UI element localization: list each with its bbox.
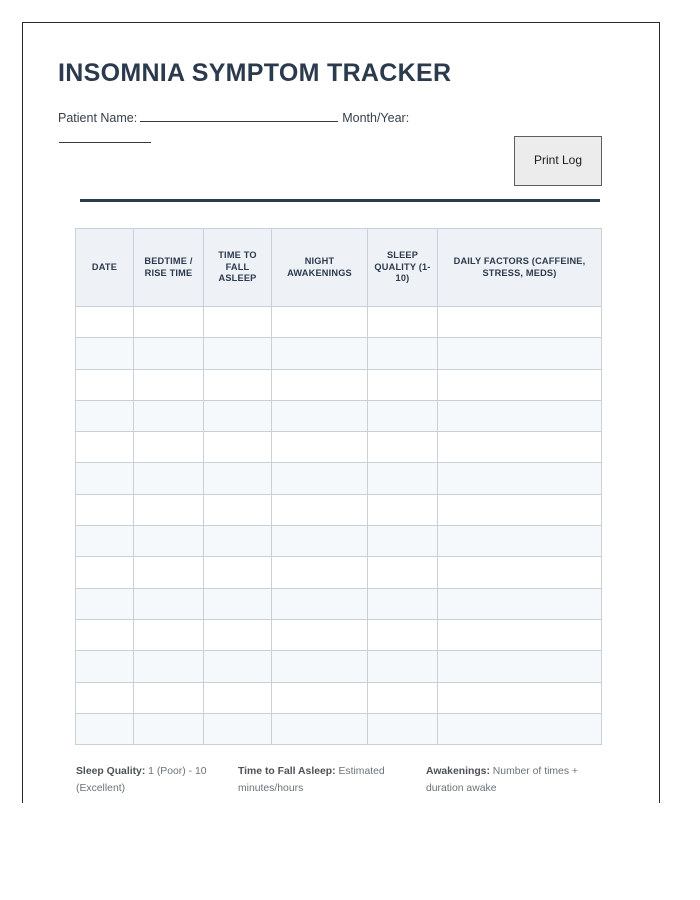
table-header-row — [76, 229, 602, 307]
column-header-date: DATE — [76, 229, 134, 307]
legend-item-sleep-quality — [76, 764, 238, 797]
table-cell-daily-factors[interactable] — [438, 338, 602, 369]
table-cell-date[interactable] — [76, 369, 134, 400]
table-cell-night-awakenings[interactable] — [272, 400, 368, 431]
table-cell-time-to-fall-asleep[interactable] — [204, 651, 272, 682]
table-cell-daily-factors[interactable] — [438, 369, 602, 400]
legend-label-time-to-fall-asleep: Time to Fall Asleep: — [238, 766, 336, 777]
table-cell-bedtime-rise-time[interactable] — [134, 432, 204, 463]
table-cell-night-awakenings[interactable] — [272, 494, 368, 525]
table-cell-date[interactable] — [76, 682, 134, 713]
table-cell-time-to-fall-asleep[interactable] — [204, 338, 272, 369]
document-header — [58, 60, 580, 151]
table-cell-time-to-fall-asleep[interactable] — [204, 713, 272, 744]
table-cell-bedtime-rise-time[interactable] — [134, 682, 204, 713]
table-cell-night-awakenings[interactable] — [272, 651, 368, 682]
table-cell-sleep-quality[interactable] — [368, 651, 438, 682]
table-cell-sleep-quality[interactable] — [368, 619, 438, 650]
legend — [76, 764, 604, 797]
table-cell-daily-factors[interactable] — [438, 588, 602, 619]
table-cell-date[interactable] — [76, 557, 134, 588]
table-cell-daily-factors[interactable] — [438, 651, 602, 682]
table-cell-sleep-quality[interactable] — [368, 526, 438, 557]
table-cell-night-awakenings[interactable] — [272, 619, 368, 650]
table-cell-daily-factors[interactable] — [438, 307, 602, 338]
table-row — [76, 494, 602, 525]
table-cell-night-awakenings[interactable] — [272, 338, 368, 369]
table-row — [76, 369, 602, 400]
table-cell-daily-factors[interactable] — [438, 557, 602, 588]
table-cell-date[interactable] — [76, 338, 134, 369]
table-cell-night-awakenings[interactable] — [272, 557, 368, 588]
table-cell-bedtime-rise-time[interactable] — [134, 494, 204, 525]
table-cell-date[interactable] — [76, 463, 134, 494]
table-cell-daily-factors[interactable] — [438, 400, 602, 431]
column-header-bedtime-rise-time: BEDTIME / RISE TIME — [134, 229, 204, 307]
table-cell-bedtime-rise-time[interactable] — [134, 557, 204, 588]
table-cell-time-to-fall-asleep[interactable] — [204, 588, 272, 619]
patient-meta-row — [58, 108, 473, 152]
table-cell-daily-factors[interactable] — [438, 619, 602, 650]
table-cell-date[interactable] — [76, 432, 134, 463]
table-row — [76, 588, 602, 619]
table-cell-date[interactable] — [76, 400, 134, 431]
table-cell-sleep-quality[interactable] — [368, 682, 438, 713]
table-cell-sleep-quality[interactable] — [368, 400, 438, 431]
legend-item-time-to-fall-asleep — [238, 764, 426, 797]
table-cell-sleep-quality[interactable] — [368, 494, 438, 525]
table-row — [76, 400, 602, 431]
table-row — [76, 557, 602, 588]
table-row — [76, 619, 602, 650]
table-cell-time-to-fall-asleep[interactable] — [204, 400, 272, 431]
table-cell-night-awakenings[interactable] — [272, 463, 368, 494]
table-cell-bedtime-rise-time[interactable] — [134, 369, 204, 400]
table-cell-date[interactable] — [76, 619, 134, 650]
legend-label-sleep-quality: Sleep Quality: — [76, 766, 146, 777]
legend-label-awakenings: Awakenings: — [426, 766, 490, 777]
header-divider-rule — [80, 199, 600, 202]
table-cell-daily-factors[interactable] — [438, 432, 602, 463]
table-cell-time-to-fall-asleep[interactable] — [204, 369, 272, 400]
patient-name-input[interactable] — [140, 109, 338, 122]
column-header-sleep-quality: SLEEP QUALITY (1-10) — [368, 229, 438, 307]
table-cell-night-awakenings[interactable] — [272, 526, 368, 557]
table-cell-bedtime-rise-time[interactable] — [134, 651, 204, 682]
table-row — [76, 526, 602, 557]
table-cell-night-awakenings[interactable] — [272, 307, 368, 338]
table-cell-date[interactable] — [76, 526, 134, 557]
table-cell-time-to-fall-asleep[interactable] — [204, 463, 272, 494]
table-cell-sleep-quality[interactable] — [368, 588, 438, 619]
table-cell-time-to-fall-asleep[interactable] — [204, 307, 272, 338]
column-header-night-awakenings: NIGHT AWAKENINGS — [272, 229, 368, 307]
table-cell-bedtime-rise-time[interactable] — [134, 619, 204, 650]
table-cell-night-awakenings[interactable] — [272, 432, 368, 463]
table-cell-sleep-quality[interactable] — [368, 369, 438, 400]
insomnia-tracker-table — [75, 228, 602, 745]
table-cell-night-awakenings[interactable] — [272, 682, 368, 713]
month-year-input[interactable] — [59, 131, 151, 144]
print-log-button[interactable]: Print Log — [514, 136, 602, 186]
legend-text-sleep-quality: 1 (Poor) - 10 (Excellent) — [76, 766, 207, 794]
table-cell-sleep-quality[interactable] — [368, 432, 438, 463]
table-body — [76, 307, 602, 745]
table-cell-bedtime-rise-time[interactable] — [134, 307, 204, 338]
table-row — [76, 682, 602, 713]
table-cell-time-to-fall-asleep[interactable] — [204, 526, 272, 557]
table-row — [76, 713, 602, 744]
table-cell-sleep-quality[interactable] — [368, 307, 438, 338]
table-cell-bedtime-rise-time[interactable] — [134, 338, 204, 369]
table-cell-time-to-fall-asleep[interactable] — [204, 432, 272, 463]
month-year-label: Month/Year: — [342, 110, 410, 125]
table-cell-date[interactable] — [76, 588, 134, 619]
table-row — [76, 432, 602, 463]
table-cell-time-to-fall-asleep[interactable] — [204, 682, 272, 713]
table-cell-daily-factors[interactable] — [438, 494, 602, 525]
table-cell-daily-factors[interactable] — [438, 463, 602, 494]
table-row — [76, 651, 602, 682]
table-cell-time-to-fall-asleep[interactable] — [204, 619, 272, 650]
table-cell-night-awakenings[interactable] — [272, 713, 368, 744]
column-header-time-to-fall-asleep: TIME TO FALL ASLEEP — [204, 229, 272, 307]
table-cell-daily-factors[interactable] — [438, 713, 602, 744]
column-header-daily-factors: DAILY FACTORS (CAFFEINE, STRESS, MEDS) — [438, 229, 602, 307]
table-row — [76, 307, 602, 338]
table-cell-date[interactable] — [76, 307, 134, 338]
table-cell-sleep-quality[interactable] — [368, 338, 438, 369]
table-cell-sleep-quality[interactable] — [368, 713, 438, 744]
table-cell-bedtime-rise-time[interactable] — [134, 713, 204, 744]
patient-name-label: Patient Name: — [58, 110, 138, 125]
table-cell-daily-factors[interactable] — [438, 682, 602, 713]
table-row — [76, 338, 602, 369]
table-cell-date[interactable] — [76, 651, 134, 682]
legend-item-awakenings — [426, 764, 604, 797]
table-cell-night-awakenings[interactable] — [272, 369, 368, 400]
legend-text-time-to-fall-asleep: Estimated minutes/hours — [238, 766, 385, 794]
table-cell-time-to-fall-asleep[interactable] — [204, 557, 272, 588]
legend-text-awakenings: Number of times + duration awake — [426, 766, 578, 794]
table-cell-sleep-quality[interactable] — [368, 463, 438, 494]
table-cell-sleep-quality[interactable] — [368, 557, 438, 588]
table-cell-bedtime-rise-time[interactable] — [134, 588, 204, 619]
table-cell-bedtime-rise-time[interactable] — [134, 463, 204, 494]
table-cell-bedtime-rise-time[interactable] — [134, 400, 204, 431]
table-cell-bedtime-rise-time[interactable] — [134, 526, 204, 557]
table-cell-daily-factors[interactable] — [438, 526, 602, 557]
table-row — [76, 463, 602, 494]
table-cell-date[interactable] — [76, 713, 134, 744]
table-cell-date[interactable] — [76, 494, 134, 525]
table-cell-time-to-fall-asleep[interactable] — [204, 494, 272, 525]
page-title: INSOMNIA SYMPTOM TRACKER — [58, 59, 452, 87]
table-cell-night-awakenings[interactable] — [272, 588, 368, 619]
